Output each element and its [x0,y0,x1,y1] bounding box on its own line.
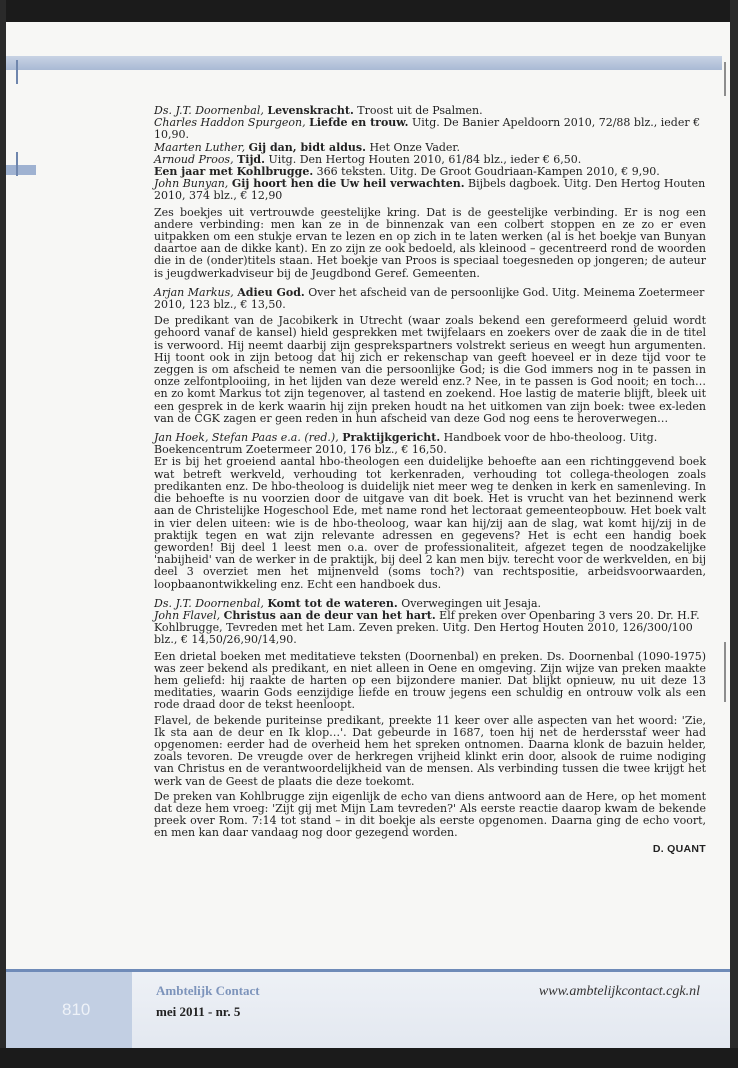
review-paragraph: Zes boekjes uit vertrouwde geestelijke kring. Dat is de geestelijke verbinding. Er is nog een andere verbinding: men kan ze in de binnenzak van een colbert stoppen en ze zo er even uitpakken om een stukje ervan te lezen en op zich in te laten werken (al is het boekje van Bunyan daartoe aan de dikke kant). En zo zijn ze ook bedoeld, als kleinood – gecentreerd rond de woorden die in de (onder)titels staan. Het boekje van Proos is speciaal toegesneden op jongeren; de auteur is jeugdwerkadviseur bij de Jeugdbond Geref. Gemeenten. [154,205,706,280]
book-title: Adieu God. [237,285,305,299]
document-page [6,22,730,1048]
book-title: Een jaar met Kohlbrugge. [154,165,314,179]
book-author: Arjan Markus, [154,285,234,299]
right-tick-mid [724,642,726,702]
book-author: Arnoud Proos, [154,152,234,166]
magazine-name: Ambtelijk Contact [156,983,260,998]
scan-border-right [730,0,738,1068]
book-author: Charles Haddon Spurgeon, [154,116,306,130]
header-color-band [6,56,722,70]
book-details: Het Onze Vader. [365,140,460,154]
book-entry [154,610,706,647]
review-paragraph: Er is bij het groeiend aantal hbo-theologen een duidelijke behoefte aan een richtinggevend boek wat betreft werkveld, verhouding tot kerkenraden, verhouding tot collega-theologen zoals predikanten enz. De hbo-theoloog is duidelijk niet meer weg te denken in kerk en samenleving. In die behoefte is nu voorzien door de uitgave van dit boek. Het is vrucht van het bezinnend werk aan de Christelijke Hogeschool Ede, met name rond het lectoraat gemeenteopbouw. Het boek valt in vier delen uiteen: wie is de hbo-theoloog, waar kan hij/zij aan de slag, wat komt hij/zij in de praktijk tegen en wat zijn relevante adressen en gegevens? Het is echt een handig boek geworden! Bij deel 1 leest men o.a. over de professionaliteit, afgezet tegen de noodzakelijke 'nabijheid' van de werker in de praktijk, bij deel 2 kan men bijv. terecht voor de werkvelden, en bij deel 3 overziet men het mijnenveld (soms toch?) van rechtspositie, arbeidsvoorwaarden, loopbaanontwikkeling enz. Echt een handboek dus. [154,455,706,591]
book-author: Jan Hoek, Stefan Paas e.a. (red.), [154,431,339,445]
scan-border-top [0,0,738,22]
book-title: Gij hoort hen die Uw heil verwachten. [231,177,465,191]
book-author: Ds. J.T. Doornenbal, [154,104,264,117]
book-details: Elf preken over Openbaring 3 vers 20. Dr. H.F. Kohlbrugge, Tevreden met het Lam. Zeven preken. Uitg. Den Hertog Houten 2010, 126/300/100 blz., € 14,50/26,90/14,90. [154,608,700,647]
book-entry [154,117,706,141]
book-details: Troost uit de Psalmen. [353,104,483,117]
book-entry [154,432,706,456]
book-title: Gij dan, bidt aldus. [248,140,366,154]
review-paragraph: Een drietal boeken met meditatieve teksten (Doornenbal) en preken. Ds. Doornenbal (1090-1975) was zeer bekend als predikant, en niet alleen in Oene en omgeving. Zijn wijze van preken maakte hem geliefd: hij raakte de harten op een bijzondere manier. Dat blijkt opnieuw, nu uit deze 13 meditaties, waarin Gods eenzijdige liefde en trouw jegens een schuldig en ontrouw volk als een rode draad door de tekst heenloopt. [154,649,706,712]
book-details: Over het afscheid van de persoonlijke God. Uitg. Meinema Zoetermeer 2010, 123 blz., € 13,50. [154,285,705,312]
issue-label: mei 2011 - nr. 5 [156,1004,241,1019]
side-margin-mark [6,165,36,175]
page-number: 810 [62,1000,91,1019]
book-author: John Bunyan, [154,177,229,191]
book-title: Christus aan de deur van het hart. [223,608,436,622]
book-details: Handboek voor de hbo-theoloog. Uitg. Boekencentrum Zoetermeer 2010, 176 blz., € 16,50. [154,431,658,457]
article-body [154,105,706,855]
book-title: Levenskracht. [267,104,354,117]
book-details: Bijbels dagboek. Uitg. Den Hertog Houten 2010, 374 blz., € 12,90 [154,177,706,203]
book-entry [154,178,706,202]
book-author: Maarten Luther, [154,140,246,154]
review-paragraph: De predikant van de Jacobikerk in Utrecht (waar zoals bekend een gereformeerd geluid wordt gehoord vanaf de kansel) hield gesprekken met twijfelaars en zoekers over de zaak die in de titel is verwoord. Hij neemt daarbij zijn gesprekspartners volstrekt serieus en weegt hun argumenten. Hij toont ook in zijn betoog dat hij zich er rekenschap van geeft hoeveel er in deze tijd voor te zeggen is om afscheid te nemen van die persoonlijke God; is die God immers nog in te passen in onze zelfontplooiing, in het lijden van deze wereld enz.? Nee, in te passen is God nooit; en toch… en zo komt Markus tot zijn tegenover, al tastend en zoekend. Hoe lastig de materie blijft, bleek uit een gesprek in de kerk waarin hij zijn preken houdt na het uitkomen van zijn boek: twee ex-leden van de CGK zagen er geen reden in hun afscheid van deze God nog eens te heroverwegen… [154,314,706,425]
book-details: Uitg. Den Hertog Houten 2010, 61/84 blz., ieder € 6,50. [264,152,582,166]
book-title: Tijd. [237,152,265,166]
scan-border-bottom [0,1048,738,1068]
book-title: Komt tot de wateren. [267,596,398,610]
right-tick-top [724,62,726,96]
book-author: John Flavel, [154,608,221,622]
author-signature: D. QUANT [652,842,706,855]
book-details: Uitg. De Banier Apeldoorn 2010, 72/88 blz., ieder € 10,90. [154,116,701,142]
review-paragraph: De preken van Kohlbrugge zijn eigenlijk de echo van diens antwoord aan de Here, op het moment dat deze hem vroeg: 'Zijt gij met Mijn Lam tevreden?' Als eerste reactie daarop kwam de bekende preek over Rom. 7:14 tot stand – in dit boekje als eerste opgenomen. Daarna ging de echo voort, en men kan daar vandaag nog door gezegend worden. [154,789,706,840]
book-details: Overwegingen uit Jesaja. [397,596,542,610]
website-link[interactable]: www.ambtelijkcontact.cgk.nl [538,984,700,999]
side-tick-top [16,60,18,84]
book-title: Liefde en trouw. [309,116,409,130]
side-tick-mid [16,152,18,176]
book-title: Praktijkgericht. [342,431,441,445]
book-entry [154,287,706,311]
review-paragraph: Flavel, de bekende puriteinse predikant, preekte 11 keer over alle aspecten van het woord: 'Zie, Ik sta aan de deur en Ik klop…'. Dat gebeurde in 1687, toen hij net de herdersstaf weer had opgenomen: eerder had de overheid hem het spreken ontnomen. Daarna klonk de bazuin helder, zoals tevoren. De vreugde over de herkregen vrijheid klinkt erin door, alsook de ruime nodiging van Christus en de verantwoordelijkheid van de mensen. Als verbinding tussen die twee krijgt het werk van de Geest de plaats die deze toekomt. [154,713,706,788]
book-details: 366 teksten. Uitg. De Groot Goudriaan-Kampen 2010, € 9,90. [313,165,660,179]
book-author: Ds. J.T. Doornenbal, [154,596,264,610]
